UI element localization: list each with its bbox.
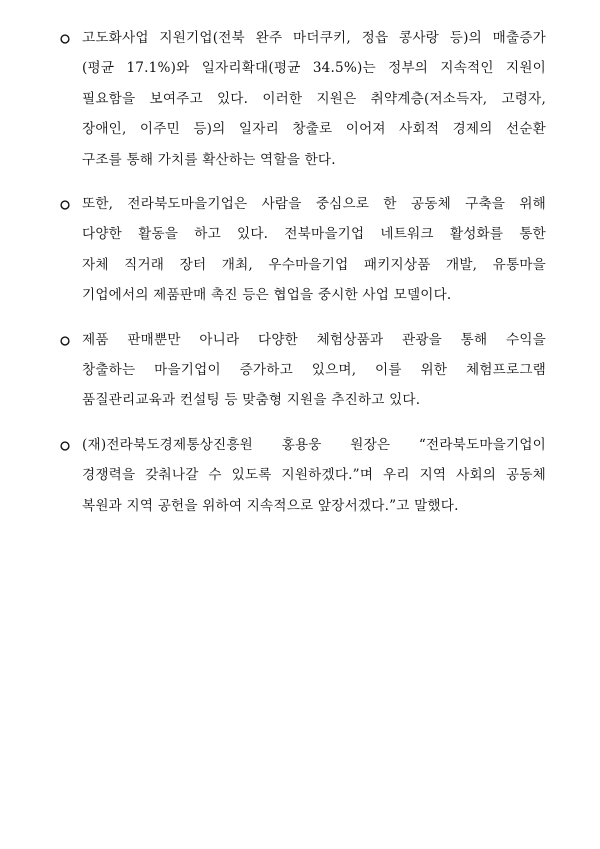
hollow-circle-icon — [60, 434, 82, 457]
document-body — [60, 27, 546, 539]
text-line: 기업에서의 제품판매 촉진 등은 협업을 중시한 사업 모델이다. — [82, 287, 452, 304]
paragraph-text — [82, 430, 546, 521]
paragraph-4 — [60, 434, 546, 521]
paragraph-text — [82, 23, 546, 175]
paragraph-1 — [60, 27, 546, 175]
text-line: (재)전라북도경제통상진흥원 홍용웅 원장은 “전라북도마을기업이 — [82, 436, 546, 453]
hollow-circle-icon — [60, 329, 82, 352]
text-line: 품질관리교육과 컨설팅 등 맞춤형 지원을 추진하고 있다. — [82, 392, 421, 409]
paragraph-3 — [60, 329, 546, 416]
paragraph-text — [82, 325, 546, 416]
paragraph-text — [82, 189, 546, 311]
text-line: 필요함을 보여주고 있다. 이러한 지원은 취약계층(저소득자, 고령자, — [82, 90, 546, 107]
text-line: 다양한 활동을 하고 있다. 전북마을기업 네트워크 활성화를 통한 — [82, 226, 546, 243]
paragraph-2 — [60, 193, 546, 311]
text-line: 복원과 지역 공헌을 위하여 지속적으로 앞장서겠다.”고 말했다. — [82, 497, 459, 514]
text-line: 경쟁력을 갖춰나갈 수 있도록 지원하겠다.”며 우리 지역 사회의 공동체 — [82, 467, 546, 484]
text-line: 제품 판매뿐만 아니라 다양한 체험상품과 관광을 통해 수익을 — [82, 331, 546, 348]
text-line: 자체 직거래 장터 개최, 우수마을기업 패키지상품 개발, 유통마을 — [82, 256, 546, 273]
text-line: 장애인, 이주민 등)의 일자리 창출로 이어져 사회적 경제의 선순환 — [82, 121, 546, 138]
text-line: 창출하는 마을기업이 증가하고 있으며, 이를 위한 체험프로그램 — [82, 362, 546, 379]
text-line: 고도화사업 지원기업(전북 완주 마더쿠키, 정읍 콩사랑 등)의 매출증가 — [82, 30, 546, 46]
hollow-circle-icon — [60, 193, 82, 216]
text-line: (평균 17.1%)와 일자리확대(평균 34.5%)는 정부의 지속적인 지원이 — [82, 60, 546, 77]
text-line: 또한, 전라북도마을기업은 사람을 중심으로 한 공동체 구축을 위해 — [82, 196, 546, 213]
hollow-circle-icon — [60, 27, 82, 50]
text-line: 구조를 통해 가치를 확산하는 역할을 한다. — [82, 151, 336, 168]
